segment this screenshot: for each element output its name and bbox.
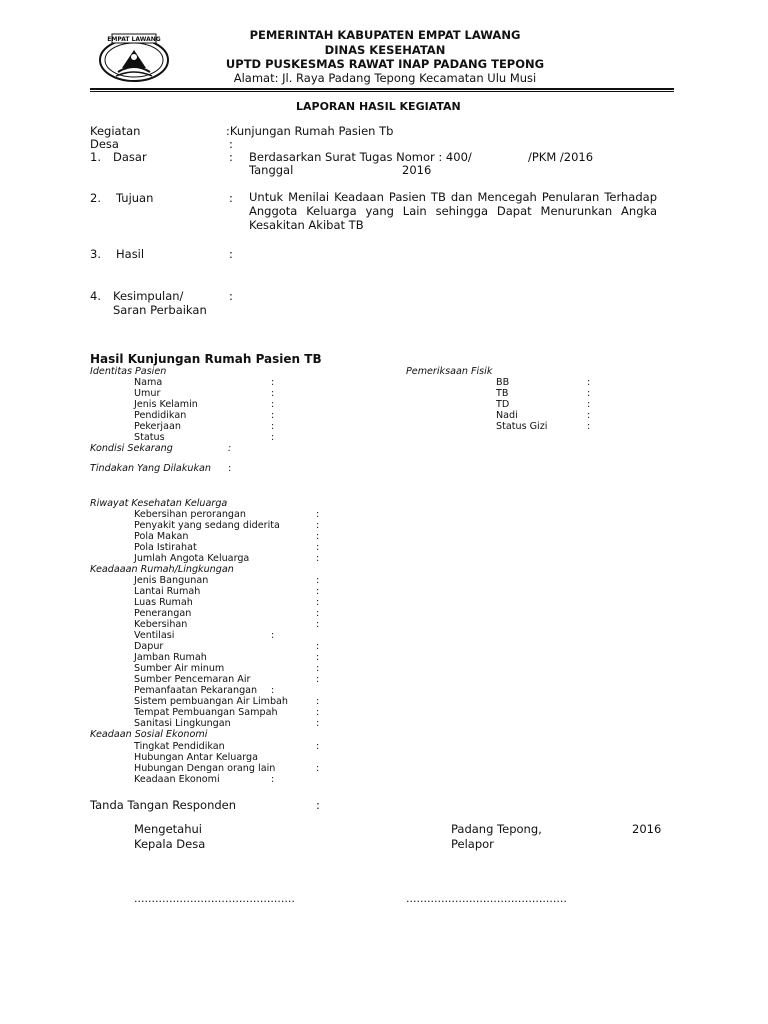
rumah-colon: : (316, 707, 320, 718)
riwayat-item: Pola Makan (134, 531, 189, 542)
rumah-item: Sanitasi Lingkungan (134, 718, 231, 729)
sosial-colon: : (316, 763, 320, 774)
rumah-item: Sumber Pencemaran Air (134, 674, 251, 685)
identitas-item: Jenis Kelamin (134, 399, 198, 410)
kesimpulan-colon: : (229, 289, 233, 303)
identitas-colon: : (271, 421, 275, 432)
riwayat-colon: : (316, 531, 320, 542)
dasar-number: 1. (90, 150, 101, 164)
pemeriksaan-item: TD (496, 399, 510, 410)
rumah-item: Sistem pembuangan Air Limbah (134, 696, 289, 707)
document-title: LAPORAN HASIL KEGIATAN (296, 100, 461, 113)
hasil-label: Hasil (116, 247, 145, 261)
riwayat-colon: : (316, 553, 320, 564)
riwayat-heading: Riwayat Kesehatan Keluarga (90, 498, 228, 509)
tujuan-number: 2. (90, 191, 101, 205)
identitas-colon: : (271, 388, 275, 399)
mengetahui-label: Mengetahui (134, 822, 202, 836)
riwayat-item: Penyakit yang sedang diderita (134, 520, 280, 531)
rumah-item: Jenis Bangunan (134, 575, 209, 586)
identitas-item: Nama (134, 377, 163, 388)
tanggal-year: 2016 (402, 163, 432, 177)
pemeriksaan-item: BB (496, 377, 510, 388)
header-rule-thin (90, 91, 674, 92)
rumah-colon: : (316, 663, 320, 674)
identitas-heading: Identitas Pasien (90, 366, 167, 377)
kondisi-colon: : (228, 443, 232, 454)
desa-label: Desa (90, 137, 119, 151)
tindakan-colon: : (228, 463, 232, 474)
hasil-number: 3. (90, 247, 101, 261)
identitas-item: Pekerjaan (134, 421, 181, 432)
dasar-colon: : (229, 150, 233, 164)
sosial-item: Hubungan Dengan orang lain (134, 763, 276, 774)
place-label: Padang Tepong, (451, 822, 542, 836)
signature-line-left: .............................................. (134, 892, 295, 905)
identitas-colon: : (271, 377, 275, 388)
rumah-item: Penerangan (134, 608, 192, 619)
saran-label: Saran Perbaikan (113, 303, 207, 317)
rumah-colon: : (316, 575, 320, 586)
sosial-colon: : (271, 774, 275, 785)
header-rule-thick (90, 88, 674, 90)
pemeriksaan-colon: : (587, 388, 591, 399)
rumah-heading: Keadaaan Rumah/Lingkungan (90, 564, 234, 575)
pemeriksaan-heading: Pemeriksaan Fisik (406, 366, 493, 377)
rumah-item: Pemanfaatan Pekarangan (134, 685, 258, 696)
identitas-colon: : (271, 399, 275, 410)
header-line1: PEMERINTAH KABUPATEN EMPAT LAWANG (249, 28, 521, 42)
year-label: 2016 (632, 822, 662, 836)
rumah-item: Sumber Air minum (134, 663, 225, 674)
identitas-colon: : (271, 432, 275, 443)
pemeriksaan-colon: : (587, 399, 591, 410)
pemeriksaan-colon: : (587, 377, 591, 388)
header-address: Alamat: Jl. Raya Padang Tepong Kecamatan Ulu Musi (233, 71, 537, 85)
identitas-colon: : (271, 410, 275, 421)
rumah-colon: : (316, 674, 320, 685)
pemeriksaan-item: TB (496, 388, 509, 399)
rumah-colon: : (316, 597, 320, 608)
kondisi-label: Kondisi Sekarang (90, 443, 173, 454)
logo-text: EMPAT LAWANG (107, 36, 161, 43)
dasar-label: Dasar (113, 150, 147, 164)
rumah-item: Ventilasi (134, 630, 175, 641)
identitas-item: Umur (134, 388, 161, 399)
rumah-colon: : (271, 630, 275, 641)
kesimpulan-number: 4. (90, 289, 101, 303)
riwayat-colon: : (316, 520, 320, 531)
rumah-item: Lantai Rumah (134, 586, 201, 597)
rumah-colon: : (271, 685, 275, 696)
signature-line-right: .............................................. (406, 892, 567, 905)
dasar-value-suffix: /PKM /2016 (528, 150, 594, 164)
riwayat-item: Pola Istirahat (134, 542, 197, 553)
rumah-colon: : (316, 641, 320, 652)
kesimpulan-label: Kesimpulan/ (113, 289, 184, 303)
sosial-item: Keadaan Ekonomi (134, 774, 220, 785)
responden-label: Tanda Tangan Responden (90, 798, 237, 812)
pemeriksaan-colon: : (587, 410, 591, 421)
visit-title: Hasil Kunjungan Rumah Pasien TB (90, 352, 322, 366)
rumah-item: Jamban Rumah (134, 652, 207, 663)
identitas-item: Pendidikan (134, 410, 187, 421)
pemeriksaan-item: Nadi (496, 410, 518, 421)
rumah-item: Dapur (134, 641, 164, 652)
tujuan-colon: : (229, 191, 233, 205)
identitas-item: Status (134, 432, 165, 443)
rumah-colon: : (316, 608, 320, 619)
tanggal-label: Tanggal (249, 163, 294, 177)
desa-colon: : (229, 137, 233, 151)
pelapor-label: Pelapor (451, 837, 494, 851)
tujuan-value: Untuk Menilai Keadaan Pasien TB dan Mencegah Penularan Terhadap Anggota Keluarga yang Lain sehingga Dapat Menurunkan Angka Kesakitan Akibat TB (249, 190, 657, 232)
kegiatan-value: :Kunjungan Rumah Pasien Tb (226, 124, 394, 138)
rumah-item: Luas Rumah (134, 597, 193, 608)
tujuan-label: Tujuan (116, 191, 154, 205)
regency-logo (98, 30, 170, 84)
dasar-value: Berdasarkan Surat Tugas Nomor : 400/ (249, 150, 472, 164)
rumah-colon: : (316, 652, 320, 663)
riwayat-item: Kebersihan perorangan (134, 509, 246, 520)
sosial-item: Tingkat Pendidikan (134, 741, 225, 752)
tindakan-label: Tindakan Yang Dilakukan (90, 463, 211, 474)
responden-colon: : (316, 798, 320, 812)
riwayat-colon: : (316, 509, 320, 520)
header-line2: DINAS KESEHATAN (324, 43, 446, 57)
rumah-item: Tempat Pembuangan Sampah (134, 707, 278, 718)
kegiatan-label: Kegiatan (90, 124, 141, 138)
sosial-item: Hubungan Antar Keluarga (134, 752, 259, 763)
riwayat-item: Jumlah Angota Keluarga (134, 553, 250, 564)
rumah-colon: : (316, 718, 320, 729)
sosial-colon: : (316, 741, 320, 752)
rumah-item: Kebersihan (134, 619, 188, 630)
pemeriksaan-item: Status Gizi (496, 421, 548, 432)
header-line3: UPTD PUSKESMAS RAWAT INAP PADANG TEPONG (225, 57, 545, 71)
rumah-colon: : (316, 619, 320, 630)
rumah-colon: : (316, 586, 320, 597)
kepala-desa-label: Kepala Desa (134, 837, 206, 851)
rumah-colon: : (316, 696, 320, 707)
riwayat-colon: : (316, 542, 320, 553)
hasil-colon: : (229, 247, 233, 261)
pemeriksaan-colon: : (587, 421, 591, 432)
sosial-heading: Keadaan Sosial Ekonomi (90, 729, 208, 740)
